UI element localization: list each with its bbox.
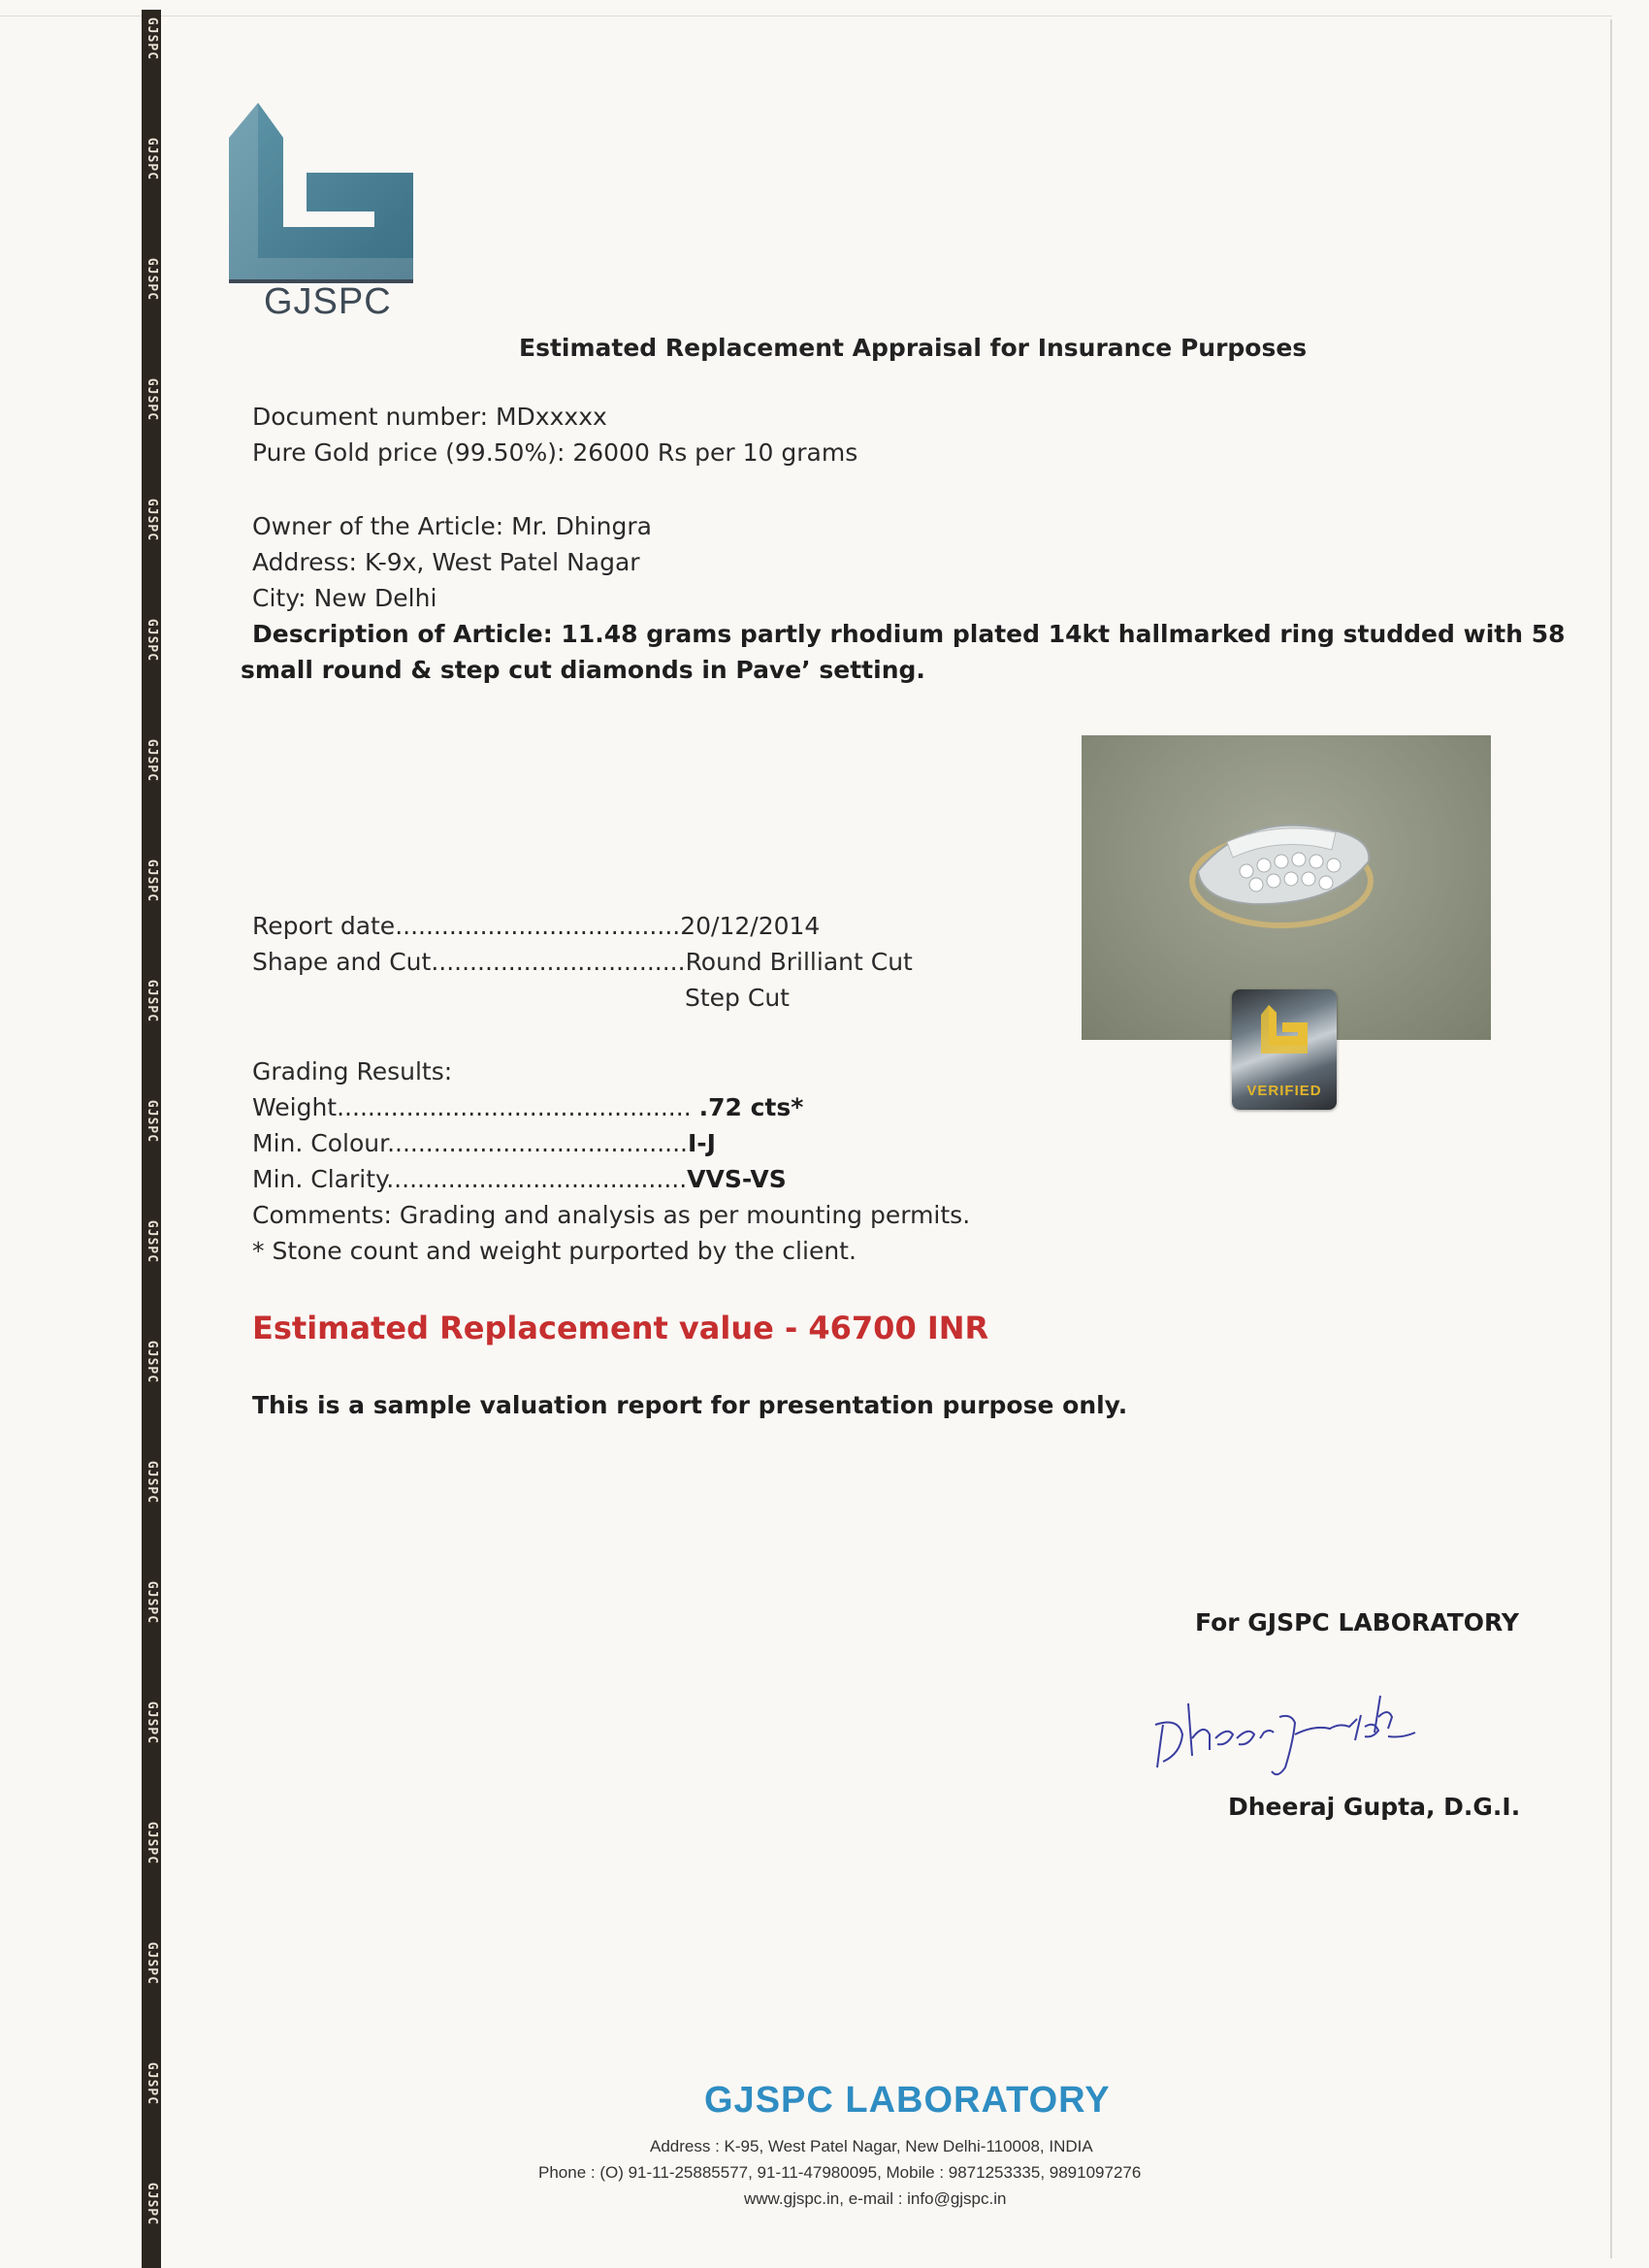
description-row [252, 620, 1566, 648]
logo-wordmark: GJSPC [264, 281, 392, 322]
report-date-label: Report date..................................... [252, 912, 681, 940]
estimated-value-row [252, 1310, 988, 1346]
security-strip-word: GJSPC [145, 1941, 159, 1986]
security-strip-word: GJSPC [145, 498, 159, 542]
security-strip-word: GJSPC [145, 377, 159, 422]
description-line2: small round & step cut diamonds in Pave’ setting. [241, 656, 925, 684]
clarity-label: Min. Clarity....................................... [252, 1165, 688, 1193]
owner-row [252, 512, 652, 540]
city-label: City: [252, 584, 307, 612]
signature-image [1149, 1678, 1460, 1785]
security-strip-word: GJSPC [145, 2061, 159, 2106]
gold-price-value: 26000 Rs per 10 grams [572, 438, 858, 467]
security-strip-word: GJSPC [145, 137, 159, 181]
shape-cut-row [252, 948, 913, 976]
hologram-verified-text: VERIFIED [1246, 1083, 1322, 1099]
footer-phone: Phone : (O) 91-11-25885577, 91-11-47980095, Mobile : 9871253335, 9891097276 [538, 2163, 1142, 2182]
document-number-row [252, 403, 607, 431]
sample-note: This is a sample valuation report for presentation purpose only. [252, 1391, 1128, 1419]
city-row [252, 584, 436, 612]
security-strip-word: GJSPC [145, 257, 159, 302]
comments: Comments: Grading and analysis as per mounting permits. [252, 1201, 971, 1229]
security-strip-word: GJSPC [145, 1460, 159, 1505]
city-value: New Delhi [313, 584, 437, 612]
gold-price-label: Pure Gold price (99.50%): [252, 438, 566, 467]
footnote: * Stone count and weight purported by the client. [252, 1237, 857, 1265]
security-strip-word: GJSPC [145, 979, 159, 1023]
document-title: Estimated Replacement Appraisal for Insurance Purposes [519, 334, 1308, 362]
hologram-logo-icon [1261, 1005, 1308, 1063]
address-row [252, 548, 640, 576]
security-strip-word: GJSPC [145, 859, 159, 903]
security-strip-word: GJSPC [145, 2182, 159, 2226]
verified-hologram-seal [1232, 989, 1337, 1110]
colour-value: I-J [688, 1129, 716, 1157]
colour-row [252, 1129, 716, 1157]
footer-address: Address : K-95, West Patel Nagar, New Delhi-110008, INDIA [650, 2137, 1093, 2155]
description-label: Description of Article: [252, 620, 553, 648]
footer-lab-name: GJSPC LABORATORY [704, 2080, 1111, 2121]
security-strip-word: GJSPC [145, 738, 159, 783]
grading-heading: Grading Results: [252, 1057, 453, 1085]
gold-price-row [252, 438, 857, 467]
address-value: K-9x, West Patel Nagar [364, 548, 640, 576]
security-strip-word: GJSPC [145, 618, 159, 663]
report-date-row [252, 912, 820, 940]
report-date-value: 20/12/2014 [680, 912, 821, 940]
security-strip-word: GJSPC [145, 1219, 159, 1264]
estimated-value: 46700 INR [808, 1310, 989, 1346]
shape-cut-value2: Step Cut [685, 984, 790, 1012]
footer-web: www.gjspc.in, e-mail : info@gjspc.in [744, 2189, 1007, 2208]
weight-row [252, 1093, 803, 1121]
address-label: Address: [252, 548, 357, 576]
clarity-value: VVS-VS [687, 1165, 787, 1193]
signatory-name: Dheeraj Gupta, D.G.I. [1228, 1793, 1521, 1821]
colour-label: Min. Colour....................................... [252, 1129, 688, 1157]
security-strip-text [142, 10, 161, 2268]
clarity-row [252, 1165, 787, 1193]
security-strip-word: GJSPC [145, 1701, 159, 1745]
document-number-label: Document number: [252, 403, 489, 431]
owner-value: Mr. Dhingra [511, 512, 652, 540]
security-strip-word: GJSPC [145, 1821, 159, 1865]
weight-label: Weight.............................................. [252, 1093, 692, 1121]
security-strip-word: GJSPC [145, 16, 159, 61]
security-strip-word: GJSPC [145, 1340, 159, 1384]
shape-cut-value1: Round Brilliant Cut [685, 948, 913, 976]
page-right-edge [1610, 19, 1612, 2258]
description-line1: 11.48 grams partly rhodium plated 14kt hallmarked ring studded with 58 [561, 620, 1566, 648]
weight-value: .72 cts* [698, 1093, 804, 1121]
document-number-value: MDxxxxx [495, 403, 607, 431]
security-strip-word: GJSPC [145, 1580, 159, 1625]
estimated-value-label: Estimated Replacement value - [252, 1310, 798, 1346]
shape-cut-label: Shape and Cut................................. [252, 948, 686, 976]
for-lab-label: For GJSPC LABORATORY [1195, 1608, 1520, 1636]
security-strip-word: GJSPC [145, 1099, 159, 1144]
owner-label: Owner of the Article: [252, 512, 504, 540]
